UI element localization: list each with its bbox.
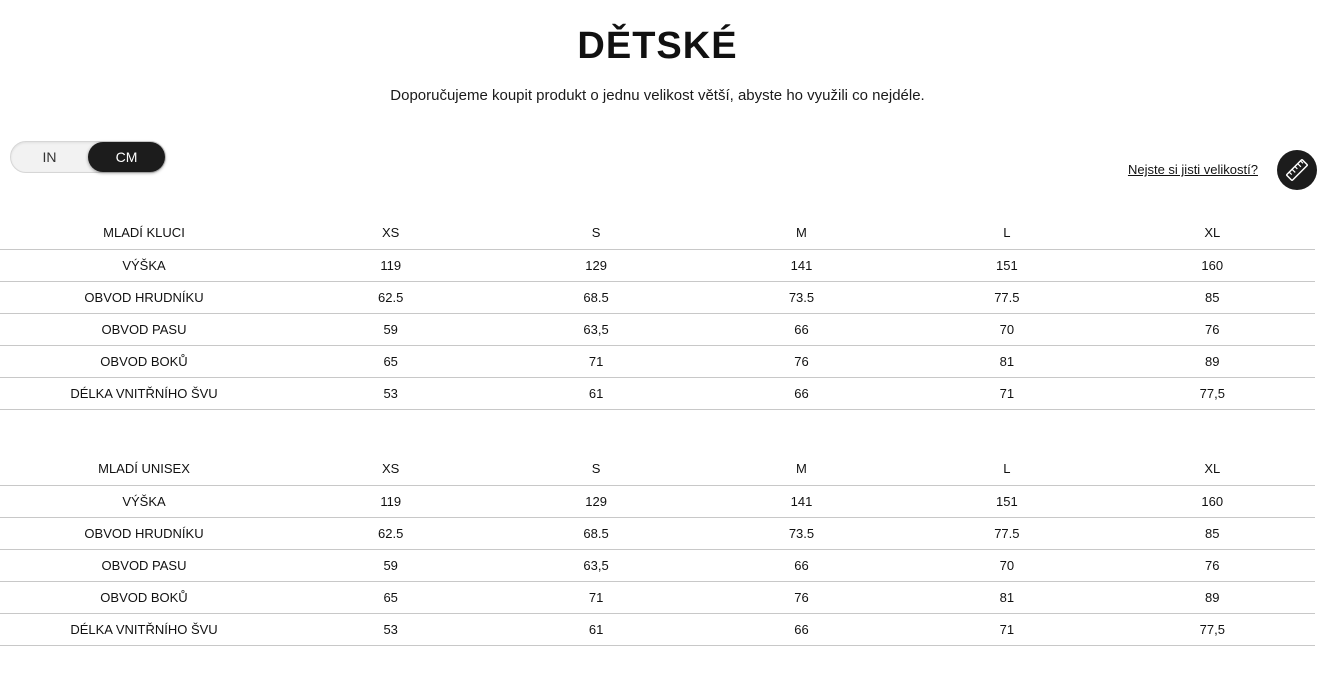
table-cell: 89 [1110, 346, 1315, 378]
table-cell: 77.5 [904, 518, 1109, 550]
table-cell: 141 [699, 486, 904, 518]
table-cell: 62.5 [288, 282, 493, 314]
table-row [0, 346, 1315, 378]
size-help-link[interactable]: Nejste si jisti velikostí? [1127, 162, 1258, 177]
row-label: VÝŠKA [0, 486, 288, 518]
table-row [0, 378, 1315, 410]
table-cell: 66 [699, 550, 904, 582]
table-cell: 61 [493, 614, 698, 646]
table-cell: 70 [904, 550, 1109, 582]
table-cell: 71 [904, 378, 1109, 410]
table-cell: 66 [699, 614, 904, 646]
table-cell: 151 [904, 250, 1109, 282]
table-cell: 160 [1110, 250, 1315, 282]
table-cell: 63,5 [493, 550, 698, 582]
table-cell: 61 [493, 378, 698, 410]
size-header: S [493, 215, 698, 250]
table-cell: 129 [493, 250, 698, 282]
table-cell: 66 [699, 314, 904, 346]
table-cell: 160 [1110, 486, 1315, 518]
size-guide-button[interactable] [1277, 150, 1317, 190]
table-cell: 59 [288, 550, 493, 582]
table-cell: 73.5 [699, 518, 904, 550]
table-cell: 65 [288, 346, 493, 378]
table-cell: 70 [904, 314, 1109, 346]
table-title: MLADÍ UNISEX [0, 451, 288, 486]
table-cell: 81 [904, 346, 1109, 378]
table-row [0, 250, 1315, 282]
table-cell: 77,5 [1110, 614, 1315, 646]
table-cell: 76 [1110, 550, 1315, 582]
size-table-boys [0, 215, 1315, 410]
size-header: XL [1110, 451, 1315, 486]
row-label: OBVOD HRUDNÍKU [0, 282, 288, 314]
size-header: XS [288, 215, 493, 250]
table-row [0, 314, 1315, 346]
table-cell: 71 [493, 346, 698, 378]
row-label: OBVOD BOKŮ [0, 346, 288, 378]
row-label: DÉLKA VNITŘNÍHO ŠVU [0, 378, 288, 410]
table-row [0, 486, 1315, 518]
ruler-icon [1284, 157, 1310, 183]
table-cell: 77.5 [904, 282, 1109, 314]
row-label: OBVOD PASU [0, 314, 288, 346]
table-cell: 141 [699, 250, 904, 282]
table-row [0, 582, 1315, 614]
table-cell: 63,5 [493, 314, 698, 346]
size-header: M [699, 451, 904, 486]
table-row [0, 550, 1315, 582]
table-cell: 68.5 [493, 518, 698, 550]
row-label: OBVOD HRUDNÍKU [0, 518, 288, 550]
table-row [0, 614, 1315, 646]
page-title: DĚTSKÉ [577, 25, 738, 67]
size-header: M [699, 215, 904, 250]
size-header: L [904, 215, 1109, 250]
table-row [0, 282, 1315, 314]
size-table-unisex [0, 451, 1315, 646]
row-label: OBVOD PASU [0, 550, 288, 582]
unit-toggle[interactable] [10, 141, 166, 173]
table-cell: 76 [699, 582, 904, 614]
table-cell: 81 [904, 582, 1109, 614]
table-title: MLADÍ KLUCI [0, 215, 288, 250]
table-cell: 65 [288, 582, 493, 614]
row-label: DÉLKA VNITŘNÍHO ŠVU [0, 614, 288, 646]
unit-option-cm[interactable]: CM [88, 142, 165, 172]
size-header: L [904, 451, 1109, 486]
table-cell: 129 [493, 486, 698, 518]
size-header: S [493, 451, 698, 486]
table-cell: 76 [1110, 314, 1315, 346]
row-label: OBVOD BOKŮ [0, 582, 288, 614]
table-cell: 71 [493, 582, 698, 614]
size-header: XS [288, 451, 493, 486]
table-cell: 68.5 [493, 282, 698, 314]
table-cell: 73.5 [699, 282, 904, 314]
table-cell: 53 [288, 614, 493, 646]
table-cell: 119 [288, 486, 493, 518]
table-cell: 53 [288, 378, 493, 410]
table-cell: 77,5 [1110, 378, 1315, 410]
row-label: VÝŠKA [0, 250, 288, 282]
table-header-row [0, 215, 1315, 250]
table-cell: 151 [904, 486, 1109, 518]
page-subtitle: Doporučujeme koupit produkt o jednu velikost větší, abyste ho využili co nejdéle. [390, 87, 925, 104]
table-cell: 85 [1110, 518, 1315, 550]
unit-option-in[interactable]: IN [42, 149, 57, 165]
table-cell: 76 [699, 346, 904, 378]
size-header: XL [1110, 215, 1315, 250]
table-cell: 66 [699, 378, 904, 410]
table-cell: 62.5 [288, 518, 493, 550]
table-cell: 71 [904, 614, 1109, 646]
table-cell: 85 [1110, 282, 1315, 314]
table-header-row [0, 451, 1315, 486]
table-cell: 119 [288, 250, 493, 282]
table-row [0, 518, 1315, 550]
table-cell: 59 [288, 314, 493, 346]
table-cell: 89 [1110, 582, 1315, 614]
